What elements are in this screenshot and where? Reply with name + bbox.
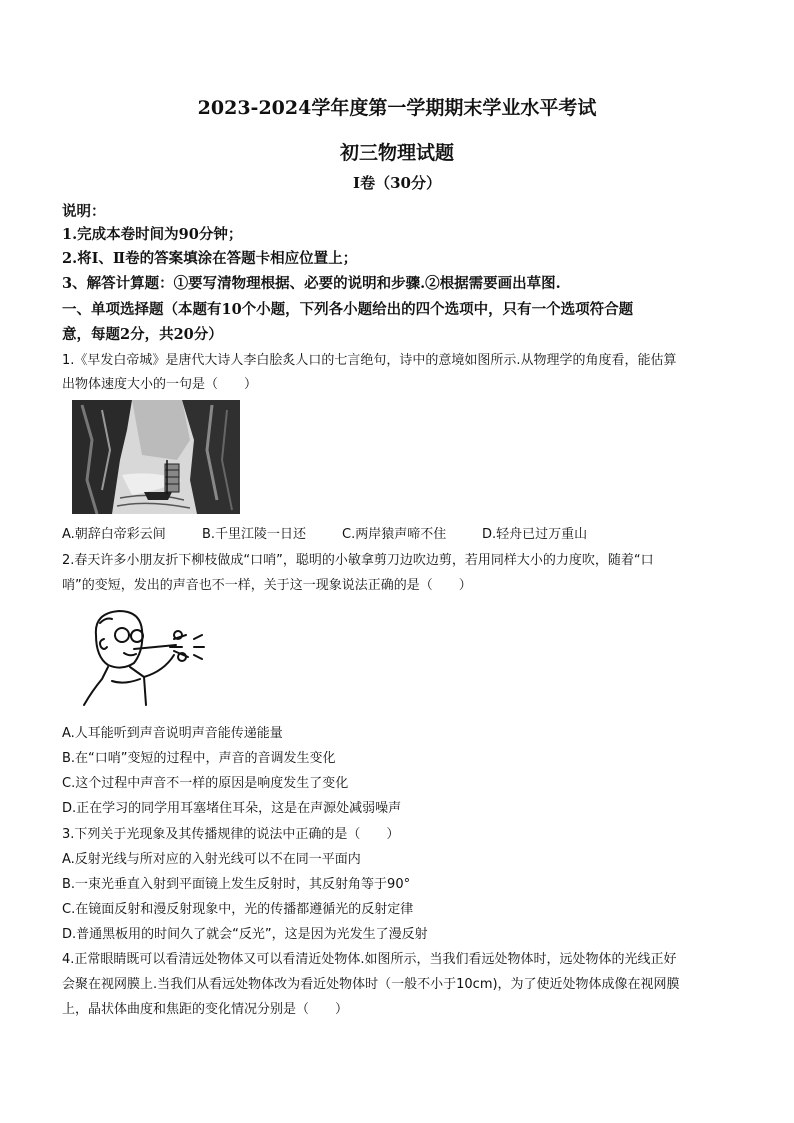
question-2-stem: 2.春天许多小朋友折下柳枝做成“口哨”，聪明的小敏拿剪刀边吹边剪，若用同样大小的力度吹，随着“口 xyxy=(62,553,654,568)
section-heading-cont: 意，每题2分，共20分） xyxy=(62,326,223,343)
question-4-stem-cont2: 上，晶状体曲度和焦距的变化情况分别是（ ） xyxy=(62,1002,349,1017)
boat-landscape-figure xyxy=(72,400,240,514)
volume-label: Ⅰ卷（30分） xyxy=(353,174,441,192)
option-d: D.轻舟已过万重山 xyxy=(482,527,588,542)
question-4-stem: 4.正常眼睛既可以看清远处物体又可以看清近处物体.如图所示，当我们看远处物体时，远处物体的光线正好 xyxy=(62,952,677,967)
question-3-option-a: A.反射光线与所对应的入射光线可以不在同一平面内 xyxy=(62,852,361,867)
question-1-options xyxy=(62,523,682,542)
section-heading: 一、单项选择题（本题有10个小题，下列各小题给出的四个选项中，只有一个选项符合题 xyxy=(62,301,634,318)
question-1-stem: 1.《早发白帝城》是唐代大诗人李白脍炙人口的七言绝句，诗中的意境如图所示.从物理学的角度看，能估算 xyxy=(62,353,677,368)
question-2-option-c: C.这个过程中声音不一样的原因是响度发生了变化 xyxy=(62,776,349,791)
question-2-option-b: B.在“口哨”变短的过程中，声音的音调发生变化 xyxy=(62,751,336,766)
question-3-option-c: C.在镜面反射和漫反射现象中，光的传播都遵循光的反射定律 xyxy=(62,902,414,917)
instructions-heading: 说明： xyxy=(62,203,106,220)
instruction-item: 2.将Ⅰ、Ⅱ卷的答案填涂在答题卡相应位置上； xyxy=(62,250,358,267)
instruction-item: 1.完成本卷时间为90分钟； xyxy=(62,226,243,243)
question-3-option-d: D.普通黑板用的时间久了就会“反光”，这是因为光发生了漫反射 xyxy=(62,927,428,942)
question-2-option-a: A.人耳能听到声音说明声音能传递能量 xyxy=(62,726,283,741)
question-2-stem-cont: 哨”的变短，发出的声音也不一样，关于这一现象说法正确的是（ ） xyxy=(62,578,472,593)
question-2-option-d: D.正在学习的同学用耳塞堵住耳朵，这是在声源处减弱噪声 xyxy=(62,801,402,816)
instruction-item: 3、解答计算题：①要写清物理根据、必要的说明和步骤.②根据需要画出草图. xyxy=(62,275,561,292)
whistle-boy-figure xyxy=(74,605,224,709)
question-4-stem-cont: 会聚在视网膜上.当我们从看远处物体改为看近处物体时（一般不小于10cm)，为了使近处物体成像在视网膜 xyxy=(62,977,680,992)
option-b: B.千里江陵一日还 xyxy=(202,527,307,542)
question-3-stem: 3.下列关于光现象及其传播规律的说法中正确的是（ ） xyxy=(62,827,400,842)
exam-title: 2023-2024学年度第一学期期末学业水平考试 xyxy=(197,97,597,119)
question-3-option-b: B.一束光垂直入射到平面镜上发生反射时，其反射角等于90° xyxy=(62,877,411,892)
question-1-stem-cont: 出物体速度大小的一句是（ ） xyxy=(62,377,258,392)
option-c: C.两岸猿声啼不住 xyxy=(342,527,447,542)
option-a: A.朝辞白帝彩云间 xyxy=(62,527,166,542)
exam-subtitle: 初三物理试题 xyxy=(339,142,454,164)
